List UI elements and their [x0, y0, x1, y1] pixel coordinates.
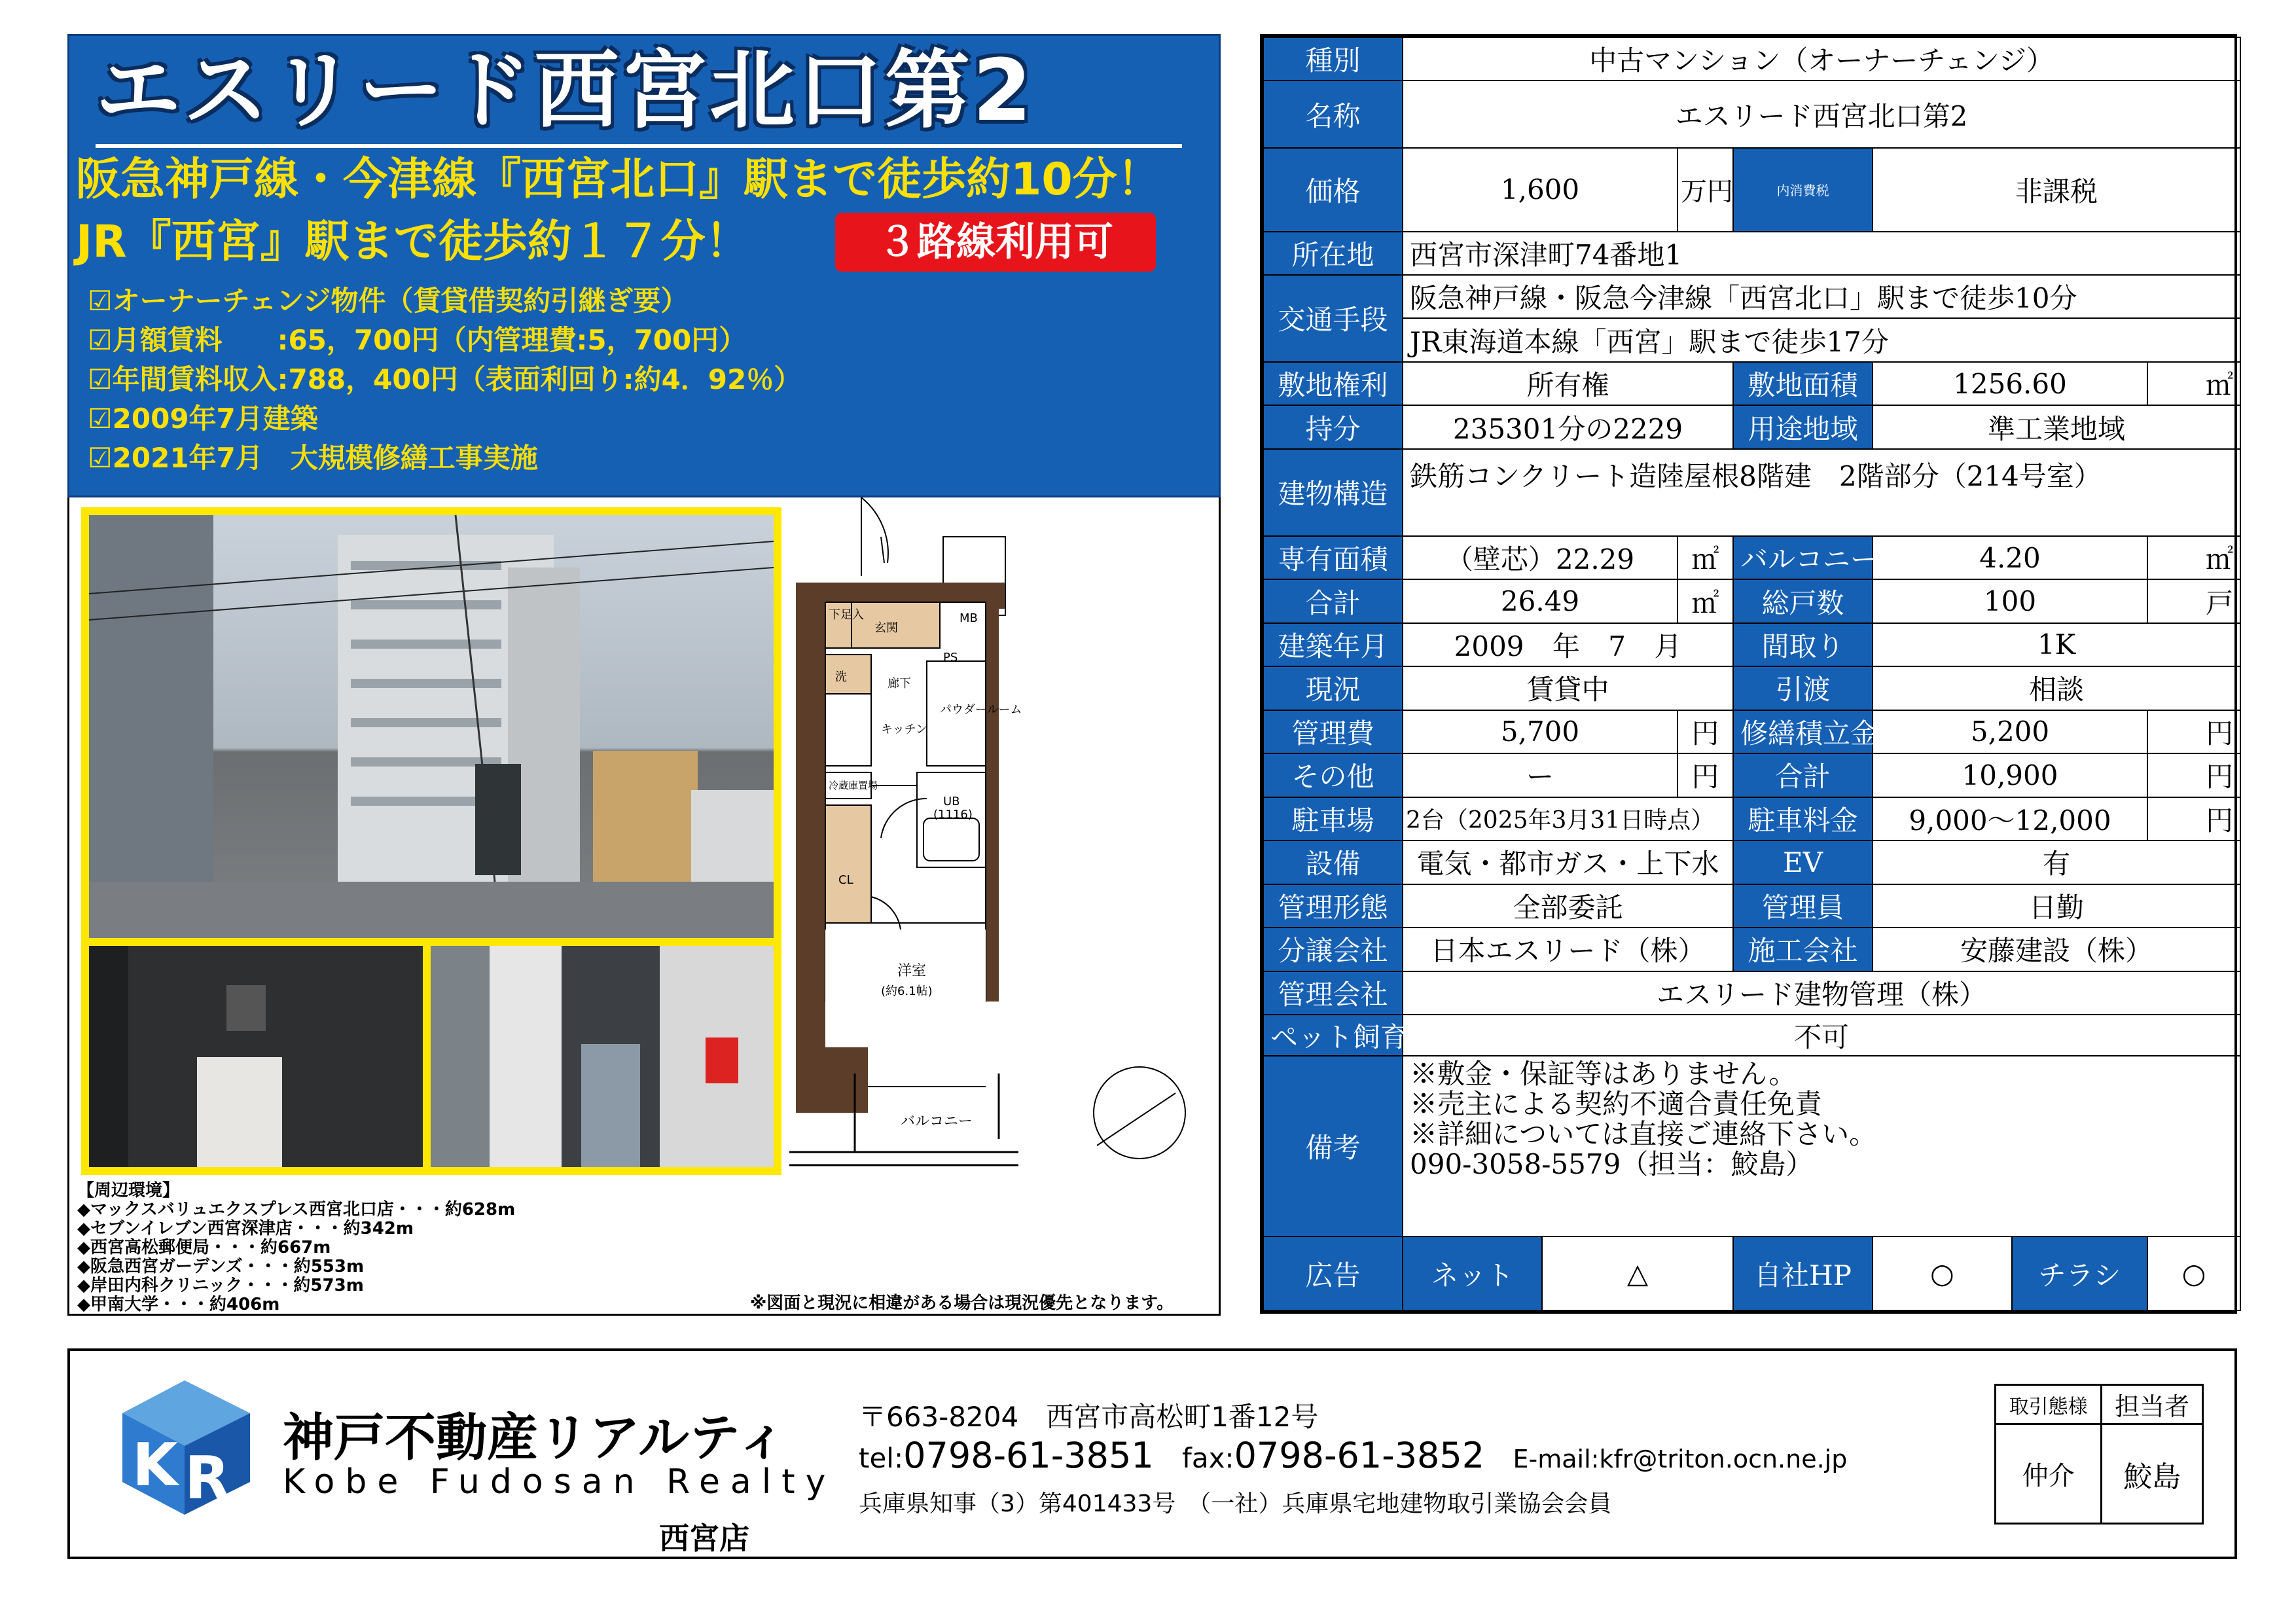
mgmt-company-label: 管理会社 [1263, 971, 1403, 1015]
title-underline [96, 144, 1182, 148]
company-address: 〒663-8204 西宮市高松町1番12号 [859, 1401, 1319, 1433]
price-tax: 非課税 [1873, 148, 2240, 232]
plan-label: 玄関 [874, 621, 898, 635]
photo-and-plan-panel [67, 497, 1221, 1316]
plan-label: キッチン [881, 723, 927, 736]
property-spec-table [1260, 34, 2237, 1314]
feature-item: ☑月額賃料 :65，700円（内管理費:5，700円） [88, 324, 747, 356]
svg-text:K: K [132, 1431, 178, 1500]
parking-fee-label: 駐車料金 [1733, 797, 1873, 840]
fax-label: fax: [1182, 1442, 1234, 1474]
company-logo [119, 1377, 253, 1518]
feature-item: ☑2021年7月 大規模修繕工事実施 [88, 442, 538, 474]
deal-type-label: 取引態様 [1996, 1385, 2102, 1424]
builder-value: 安藤建設（株） [1873, 928, 2240, 971]
company-name-ja: 神戸不動産リアルティ [283, 1409, 787, 1468]
other-label: その他 [1263, 753, 1403, 797]
remarks-value [1403, 1056, 2240, 1236]
address-value: 西宮市深津町74番地1 [1403, 232, 2240, 275]
surroundings-item: ◆セブンイレブン西宮深津店・・・約342m [77, 1219, 414, 1238]
ev-label: EV [1733, 840, 1873, 884]
ad-flyer-label: チラシ [2012, 1236, 2147, 1310]
photo-frame [81, 507, 781, 1175]
pet-value: 不可 [1403, 1015, 2240, 1056]
plan-label: (1116) [933, 808, 973, 821]
built-label: 建築年月 [1263, 623, 1403, 666]
zoning-label: 用途地域 [1733, 405, 1873, 448]
manager-value: 日勤 [1873, 884, 2240, 928]
remark-line: 090-3058-5579（担当：鮫島） [1410, 1148, 1814, 1181]
transport-label: 交通手段 [1263, 275, 1403, 362]
facility-label: 設備 [1263, 840, 1403, 884]
seller-value: 日本エスリード（株） [1403, 928, 1733, 971]
plan-label: MB [960, 611, 978, 625]
share-label: 持分 [1263, 405, 1403, 448]
sum-unit: 円 [2147, 753, 2240, 797]
total-area-value: 26.49 [1403, 579, 1677, 623]
property-title: エスリード西宮北口第2 [96, 41, 1035, 140]
tel-number[interactable]: 0798-61-3851 [903, 1435, 1154, 1476]
status-value: 賃貸中 [1403, 666, 1733, 710]
surroundings-list [77, 1182, 601, 1314]
plan-label: CL [838, 873, 853, 887]
plan-label: (約6.1帖) [881, 984, 933, 998]
built-month: 7 [1608, 630, 1626, 662]
mgmt-fee-label: 管理費 [1263, 710, 1403, 753]
units-label: 総戸数 [1733, 579, 1873, 623]
private-area-unit: ㎡ [1677, 536, 1733, 579]
handover-value: 相談 [1873, 666, 2240, 710]
ad-net-label: ネット [1403, 1236, 1542, 1310]
manager-label: 管理員 [1733, 884, 1873, 928]
plan-label: 洋室 [897, 963, 927, 979]
land-right-value: 所有権 [1403, 362, 1733, 405]
status-label: 現況 [1263, 666, 1403, 710]
branch-name: 西宮店 [659, 1521, 749, 1556]
email-address[interactable]: E-mail:kfr@triton.ocn.ne.jp [1513, 1445, 1848, 1473]
mgmt-company-value: エスリード建物管理（株） [1403, 971, 2240, 1015]
deal-info-table [1994, 1384, 2204, 1525]
type-label: 種別 [1263, 37, 1403, 81]
svg-text:R: R [185, 1444, 230, 1513]
staff-value: 鮫島 [2102, 1424, 2203, 1524]
private-area-value: （壁芯）22.29 [1403, 536, 1677, 579]
staff-label: 担当者 [2102, 1385, 2203, 1424]
pet-label: ペット飼育 [1263, 1015, 1403, 1056]
license-info: 兵庫県知事（3）第401433号 （一社）兵庫県宅地建物取引業協会会員 [859, 1490, 1612, 1517]
entrance-interior-photo [89, 946, 423, 1167]
price-unit: 万円 [1677, 148, 1733, 232]
remark-line: ※売主による契約不適合責任免責 [1410, 1088, 1823, 1121]
name-label: 名称 [1263, 81, 1403, 147]
sum-label: 合計 [1733, 753, 1873, 797]
built-year: 2009 [1454, 630, 1524, 662]
handover-label: 引渡 [1733, 666, 1873, 710]
entrance-exterior-illustration [431, 946, 774, 1167]
access-line-2: JR『西宮』駅まで徒歩約１７分！ [76, 216, 750, 268]
entrance-exterior-photo [431, 946, 774, 1167]
units-unit: 戸 [2147, 579, 2240, 623]
land-area-unit: ㎡ [2147, 362, 2240, 405]
feature-item: ☑2009年7月建築 [88, 403, 318, 435]
feature-item: ☑オーナーチェンジ物件（賃貸借契約引継ぎ要） [88, 285, 689, 317]
other-value: ー [1403, 753, 1677, 797]
fax-number: 0798-61-3852 [1234, 1435, 1485, 1476]
parking-value: 2台（2025年3月31日時点） [1403, 797, 1733, 840]
mgmt-form-label: 管理形態 [1263, 884, 1403, 928]
seller-label: 分譲会社 [1263, 928, 1403, 971]
total-area-unit: ㎡ [1677, 579, 1733, 623]
structure-label: 建物構造 [1263, 449, 1403, 536]
plan-label: 冷蔵庫置場 [829, 780, 878, 791]
surroundings-item: ◆西宮高松郵便局・・・約667m [77, 1238, 331, 1257]
parking-label: 駐車場 [1263, 797, 1403, 840]
balcony-value: 4.20 [1873, 536, 2147, 579]
month-char: 月 [1654, 630, 1682, 662]
zoning-value: 準工業地域 [1873, 405, 2240, 448]
remark-line: ※敷金・保証等はありません。 [1410, 1058, 1797, 1091]
mgmt-fee-value: 5,700 [1403, 710, 1677, 753]
price-tax-note: 内消費税 [1733, 148, 1873, 232]
facility-value: 電気・都市ガス・上下水 [1403, 840, 1733, 884]
transport-line-1: 阪急神戸線・阪急今津線「西宮北口」駅まで徒歩10分 [1403, 275, 2240, 318]
builder-label: 施工会社 [1733, 928, 1873, 971]
year-char: 年 [1552, 630, 1580, 662]
lines-badge: ３路線利用可 [835, 213, 1156, 272]
contact-line [859, 1435, 1847, 1476]
plan-label: パウダールーム [940, 703, 1022, 717]
remarks-label: 備考 [1263, 1056, 1403, 1236]
ad-flyer-value: ○ [2147, 1236, 2240, 1310]
units-value: 100 [1873, 579, 2147, 623]
sum-value: 10,900 [1873, 753, 2147, 797]
ad-label: 広告 [1263, 1236, 1403, 1310]
balcony-unit: ㎡ [2147, 536, 2240, 579]
company-name-en: Kobe Fudosan Realty [283, 1462, 836, 1502]
feature-item: ☑年間賃料収入:788，400円（表面利回り:約4．92％） [88, 363, 802, 395]
address-label: 所在地 [1263, 232, 1403, 275]
mgmt-fee-unit: 円 [1677, 710, 1733, 753]
floor-plan [783, 497, 1215, 1178]
share-value: 235301分の2229 [1403, 405, 1733, 448]
building-exterior-illustration [89, 515, 774, 938]
surroundings-item: ◆阪急西宮ガーデンズ・・・約553m [77, 1257, 365, 1276]
land-area-value: 1256.60 [1873, 362, 2147, 405]
plan-label: 洗 [835, 670, 847, 684]
surroundings-item: ◆甲南大学・・・約406m [77, 1295, 280, 1314]
layout-label: 間取り [1733, 623, 1873, 666]
tel-label: tel: [859, 1442, 904, 1474]
type-value: 中古マンション（オーナーチェンジ） [1403, 37, 2240, 81]
plan-label: バルコニー [901, 1113, 973, 1130]
floorplan-disclaimer: ※図面と現況に相違がある場合は現況優先となります。 [750, 1293, 1174, 1313]
ad-net-value: △ [1542, 1236, 1733, 1310]
repair-value: 5,200 [1873, 710, 2147, 753]
access-line-1: 阪急神戸線・今津線『西宮北口』駅まで徒歩約10分！ [76, 154, 1162, 206]
structure-value: 鉄筋コンクリート造陸屋根8階建 2階部分（214号室） [1403, 449, 2240, 536]
ad-hp-label: 自社HP [1733, 1236, 1873, 1310]
other-unit: 円 [1677, 753, 1733, 797]
private-area-label: 専有面積 [1263, 536, 1403, 579]
remark-line: ※詳細については直接ご連絡下さい。 [1410, 1118, 1877, 1151]
repair-label: 修繕積立金 [1733, 710, 1873, 753]
plan-label: 下足入 [829, 608, 864, 622]
plan-label: PS [943, 651, 958, 664]
ev-value: 有 [1873, 840, 2240, 884]
total-area-label: 合計 [1263, 579, 1403, 623]
price-label: 価格 [1263, 148, 1403, 232]
surroundings-title: 【周辺環境】 [77, 1181, 180, 1200]
parking-fee-value: 9,000～12,000 [1873, 797, 2147, 840]
layout-value: 1K [1873, 623, 2240, 666]
company-footer [67, 1348, 2237, 1559]
balcony-label: バルコニー面積 [1733, 536, 1873, 579]
headline-banner [67, 34, 1221, 497]
repair-unit: 円 [2147, 710, 2240, 753]
mgmt-form-value: 全部委託 [1403, 884, 1733, 928]
plan-label: 廊下 [888, 677, 911, 691]
land-right-label: 敷地権利 [1263, 362, 1403, 405]
plan-label: UB [943, 795, 960, 808]
surroundings-item: ◆岸田内科クリニック・・・約573m [77, 1276, 364, 1295]
surroundings-item: ◆マックスバリュエクスプレス西宮北口店・・・約628m [77, 1200, 516, 1219]
name-value: エスリード西宮北口第2 [1403, 81, 2240, 147]
transport-line-2: JR東海道本線「西宮」駅まで徒歩17分 [1403, 318, 2240, 361]
land-area-label: 敷地面積 [1733, 362, 1873, 405]
building-exterior-photo [89, 515, 774, 938]
ad-hp-value: ○ [1873, 1236, 2012, 1310]
deal-type-value: 仲介 [1996, 1424, 2102, 1524]
entrance-interior-illustration [89, 946, 423, 1167]
price-value: 1,600 [1403, 148, 1677, 232]
parking-fee-unit: 円 [2147, 797, 2240, 840]
built-value [1403, 623, 1733, 666]
